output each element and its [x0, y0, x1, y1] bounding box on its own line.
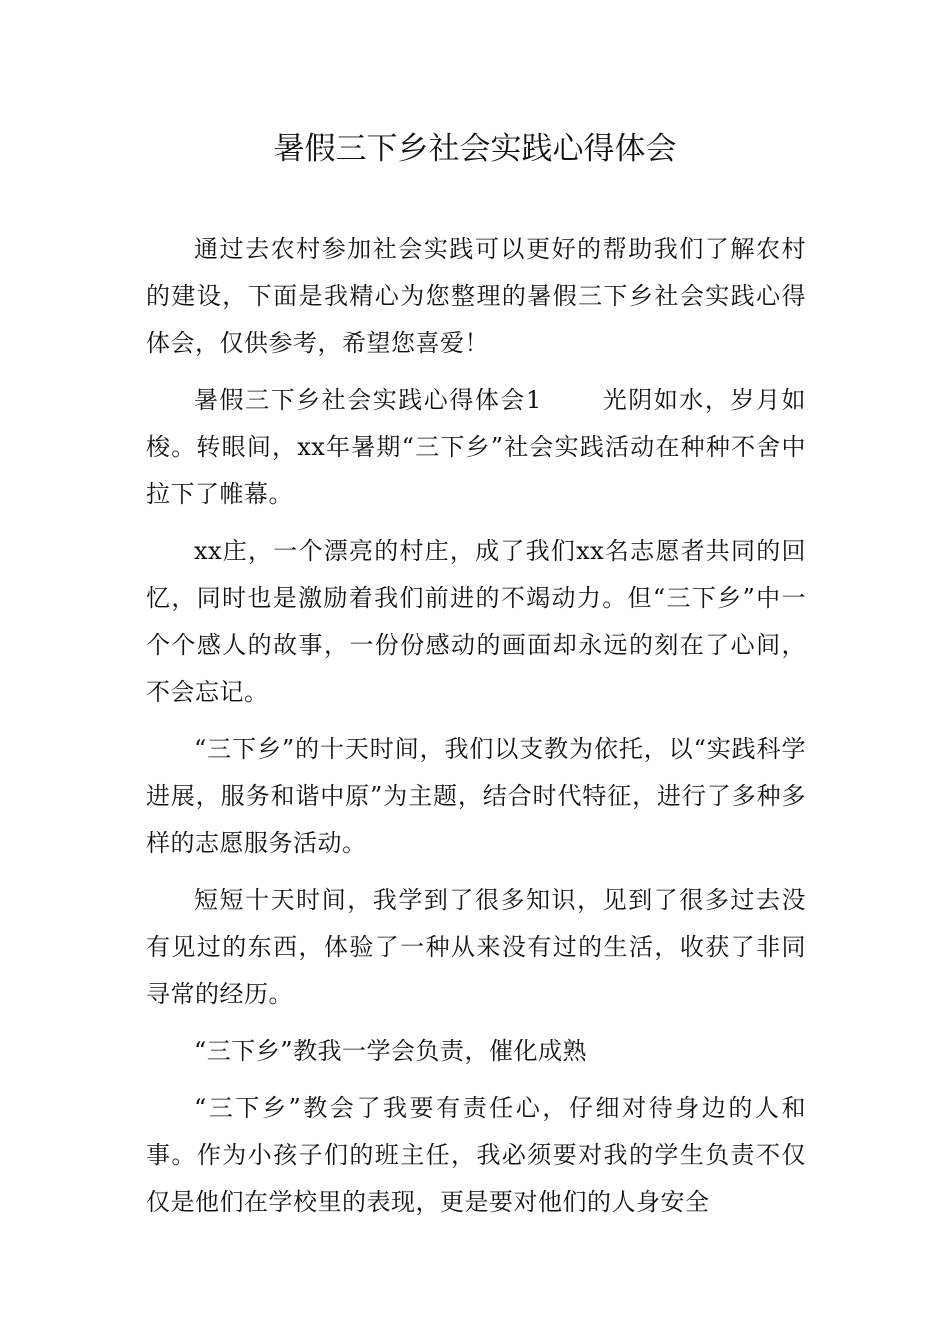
section1-heading: 暑假三下乡社会实践心得体会1	[194, 386, 542, 414]
paragraph-responsibility: “三下乡”教会了我要有责任心，仔细对待身边的人和事。作为小孩子们的班主任，我必须要对我的学生负责不仅仅是他们在学校里的表现，更是要对他们的人身安全	[146, 1094, 806, 1216]
paragraph-section1	[146, 377, 806, 518]
paragraph-knowledge: 短短十天时间，我学到了很多知识，见到了很多过去没有见过的东西，体验了一种从来没有过的生活，收获了非同寻常的经历。	[146, 886, 806, 1008]
paragraph-village: xx庄，一个漂亮的村庄，成了我们xx名志愿者共同的回忆，同时也是激励着我们前进的不竭动力。但“三下乡”中一个个感人的故事，一份份感动的画面却永远的刻在了心间，不会忘记。	[146, 537, 806, 706]
paragraph-subheading: “三下乡”教我一学会负责，催化成熟	[194, 1037, 588, 1065]
section1-text: 光阴如水，岁月如梭。转眼间，xx年暑期“三下乡”社会实践活动在种种不舍中拉下了帷幕。	[146, 386, 806, 508]
document-title: 暑假三下乡社会实践心得体会	[273, 131, 677, 167]
paragraph-intro: 通过去农村参加社会实践可以更好的帮助我们了解农村的建设，下面是我精心为您整理的暑假三下乡社会实践心得体会，仅供参考，希望您喜爱！	[146, 235, 806, 357]
document-body	[146, 226, 806, 1236]
paragraph-ten-days: “三下乡”的十天时间，我们以支教为依托，以“实践科学进展，服务和谐中原”为主题，结合时代特征，进行了多种多样的志愿服务活动。	[146, 735, 806, 857]
